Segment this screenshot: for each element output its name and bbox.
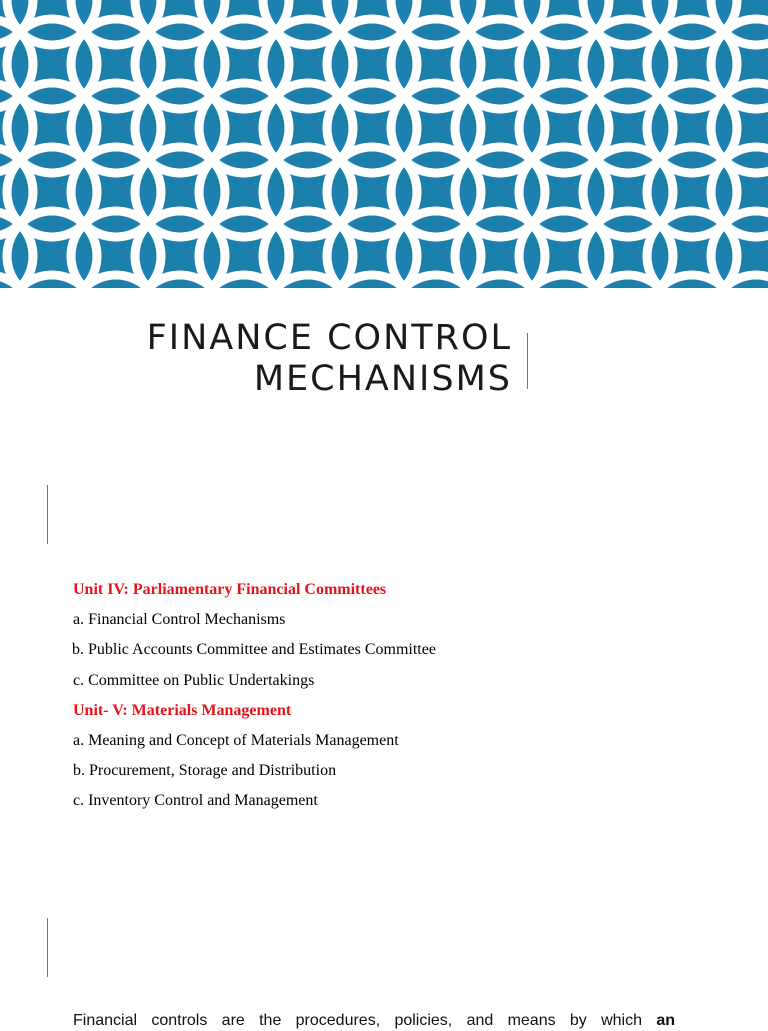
list-item: c. Committee on Public Undertakings <box>73 671 315 689</box>
slide-title-line-2: MECHANISMS <box>253 358 512 399</box>
slide-title-line-1: FINANCE CONTROL <box>146 318 512 358</box>
paragraph-text: Financial controls are the procedures, policies, and means by which <box>73 1012 643 1029</box>
financial-controls-paragraph <box>73 1011 675 1031</box>
title-accent-bar <box>527 333 528 389</box>
unit-heading: Unit- V: Materials Management <box>73 701 292 719</box>
slide-title <box>147 318 512 399</box>
list-item: c. Inventory Control and Management <box>73 792 318 810</box>
interlocking-circles-pattern <box>0 0 768 288</box>
list-item: a. Financial Control Mechanisms <box>73 611 286 629</box>
paragraph-bold-word: an <box>656 1012 675 1029</box>
syllabus-list <box>73 576 436 818</box>
decorative-pattern-banner <box>0 0 768 288</box>
unit-heading: Unit IV: Parliamentary Financial Committees <box>73 581 387 598</box>
list-item: b. Procurement, Storage and Distribution <box>73 762 337 780</box>
slide-3-accent-bar <box>47 918 48 977</box>
slide-2-accent-bar <box>47 485 48 544</box>
list-item: a. Meaning and Concept of Materials Management <box>73 731 399 749</box>
list-item: b. Public Accounts Committee and Estimates Committee <box>72 641 436 659</box>
